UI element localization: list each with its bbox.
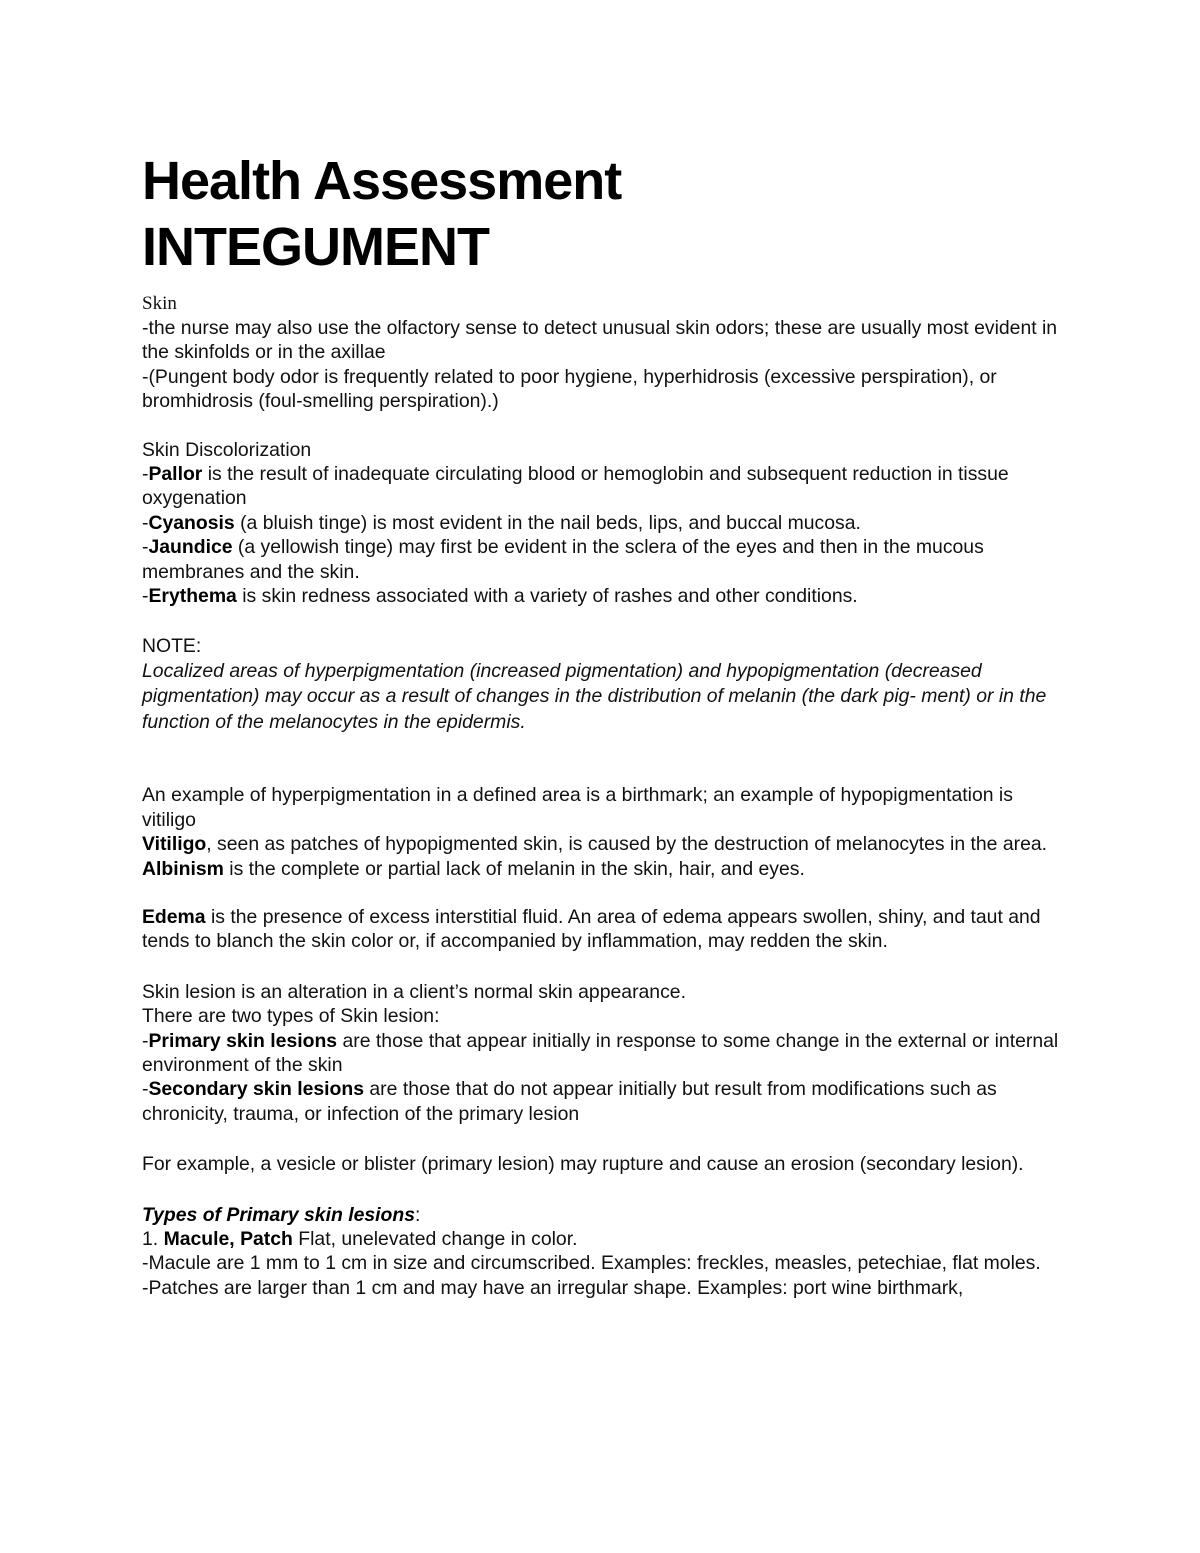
pallor-term: Pallor <box>148 463 203 486</box>
document-content <box>142 148 1072 1300</box>
note-label: NOTE: <box>142 635 202 658</box>
erythema-term: Erythema <box>148 585 237 608</box>
discolorization-heading: Skin Discolorization <box>142 438 312 461</box>
albinism-item <box>142 857 1072 881</box>
primary-lesion-text: are those that appear initially in response to some change in the external or internal environment of the skin <box>142 1029 1059 1077</box>
patch-line: -Patches are larger than 1 cm and may have an irregular shape. Examples: port wine birthmark, <box>142 1276 964 1299</box>
erythema-item: -Erythema is skin redness associated with a variety of rashes and other conditions. <box>142 585 858 608</box>
edema-item <box>142 905 1072 954</box>
document-title: Health Assessment <box>142 151 622 211</box>
primary-lesion-item: -Primary skin lesions are those that appear initially in response to some change in the external or internal environment of the skin <box>142 1029 1059 1077</box>
edema-term: Edema <box>142 906 206 928</box>
lesion-types-intro: There are two types of Skin lesion: <box>142 1005 440 1028</box>
lesion-example: For example, a vesicle or blister (primary lesion) may rupture and cause an erosion (secondary lesion). <box>142 1153 1024 1176</box>
albinism-term: Albinism <box>142 857 224 880</box>
jaundice-term: Jaundice <box>148 536 233 559</box>
primary-lesion-term: Primary skin lesions <box>148 1029 338 1052</box>
note-body: Localized areas of hyperpigmentation (increased pigmentation) and hypopigmentation (decreased pigmentation) may occur as a result of changes in the distribution of melanin (the dark pig- ment) or in the function of the melanocytes in the epidermis. <box>142 659 1047 733</box>
jaundice-text: (a yellowish tinge) may first be evident in the sclera of the eyes and then in the mucous membranes and the skin. <box>142 536 984 583</box>
primary-types-heading-text: Types of Primary skin lesions <box>142 1203 416 1226</box>
pigmentation-example: An example of hyperpigmentation in a defined area is a birthmark; an example of hypopigmentation is vitiligo <box>142 784 1013 831</box>
skin-label: Skin <box>142 293 177 314</box>
pallor-item: -Pallor is the result of inadequate circulating blood or hemoglobin and subsequent reduction in tissue oxygenation <box>142 463 1009 510</box>
cyanosis-text: (a bluish tinge) is most evident in the nail beds, lips, and buccal mucosa. <box>234 511 861 534</box>
primary-types-heading: Types of Primary skin lesions: <box>142 1203 421 1226</box>
macule-line: -Macule are 1 mm to 1 cm in size and circumscribed. Examples: freckles, measles, petechiae, flat moles. <box>142 1252 1041 1275</box>
vitiligo-text: , seen as patches of hypopigmented skin, is caused by the destruction of melanocytes in the area. <box>206 833 1048 856</box>
secondary-lesion-item: -Secondary skin lesions are those that do not appear initially but result from modifications such as chronicity, trauma, or infection of the primary lesion <box>142 1078 997 1125</box>
erythema-text: is skin redness associated with a variety of rashes and other conditions. <box>236 585 858 608</box>
macule-patch-item: 1. Macule, Patch Flat, unelevated change in color. <box>142 1228 578 1251</box>
secondary-lesion-term: Secondary skin lesions <box>148 1078 365 1101</box>
lesion-intro: Skin lesion is an alteration in a client’s normal skin appearance. <box>142 980 686 1003</box>
cyanosis-item: -Cyanosis (a bluish tinge) is most evident in the nail beds, lips, and buccal mucosa. <box>142 511 861 534</box>
skin-odor-line: -the nurse may also use the olfactory sense to detect unusual skin odors; these are usually most evident in the skinfolds or in the axillae <box>142 317 1058 364</box>
secondary-lesion-text: are those that do not appear initially but result from modifications such as chronicity, trauma, or infection of the primary lesion <box>142 1078 997 1125</box>
vitiligo-item <box>142 832 1072 856</box>
albinism-text: is the complete or partial lack of melanin in the skin, hair, and eyes. <box>223 857 805 880</box>
skin-pungent-line: -(Pungent body odor is frequently related to poor hygiene, hyperhidrosis (excessive perspiration), or bromhidrosis (foul-smelling perspiration).) <box>142 365 997 413</box>
document-subtitle: INTEGUMENT <box>142 217 489 277</box>
vitiligo-term: Vitiligo <box>142 833 207 856</box>
macule-patch-text: Flat, unelevated change in color. <box>292 1228 578 1251</box>
jaundice-item: -Jaundice (a yellowish tinge) may first be evident in the sclera of the eyes and then in the mucous membranes and the skin. <box>142 536 984 583</box>
macule-patch-term: Macule, Patch <box>163 1228 293 1251</box>
cyanosis-term: Cyanosis <box>148 511 235 534</box>
edema-text: is the presence of excess interstitial fluid. An area of edema appears swollen, shiny, and taut and tends to blanch the skin color or, if accompanied by inflammation, may redden the skin. <box>142 906 1041 953</box>
pallor-text: is the result of inadequate circulating blood or hemoglobin and subsequent reduction in tissue oxygenation <box>142 463 1009 510</box>
